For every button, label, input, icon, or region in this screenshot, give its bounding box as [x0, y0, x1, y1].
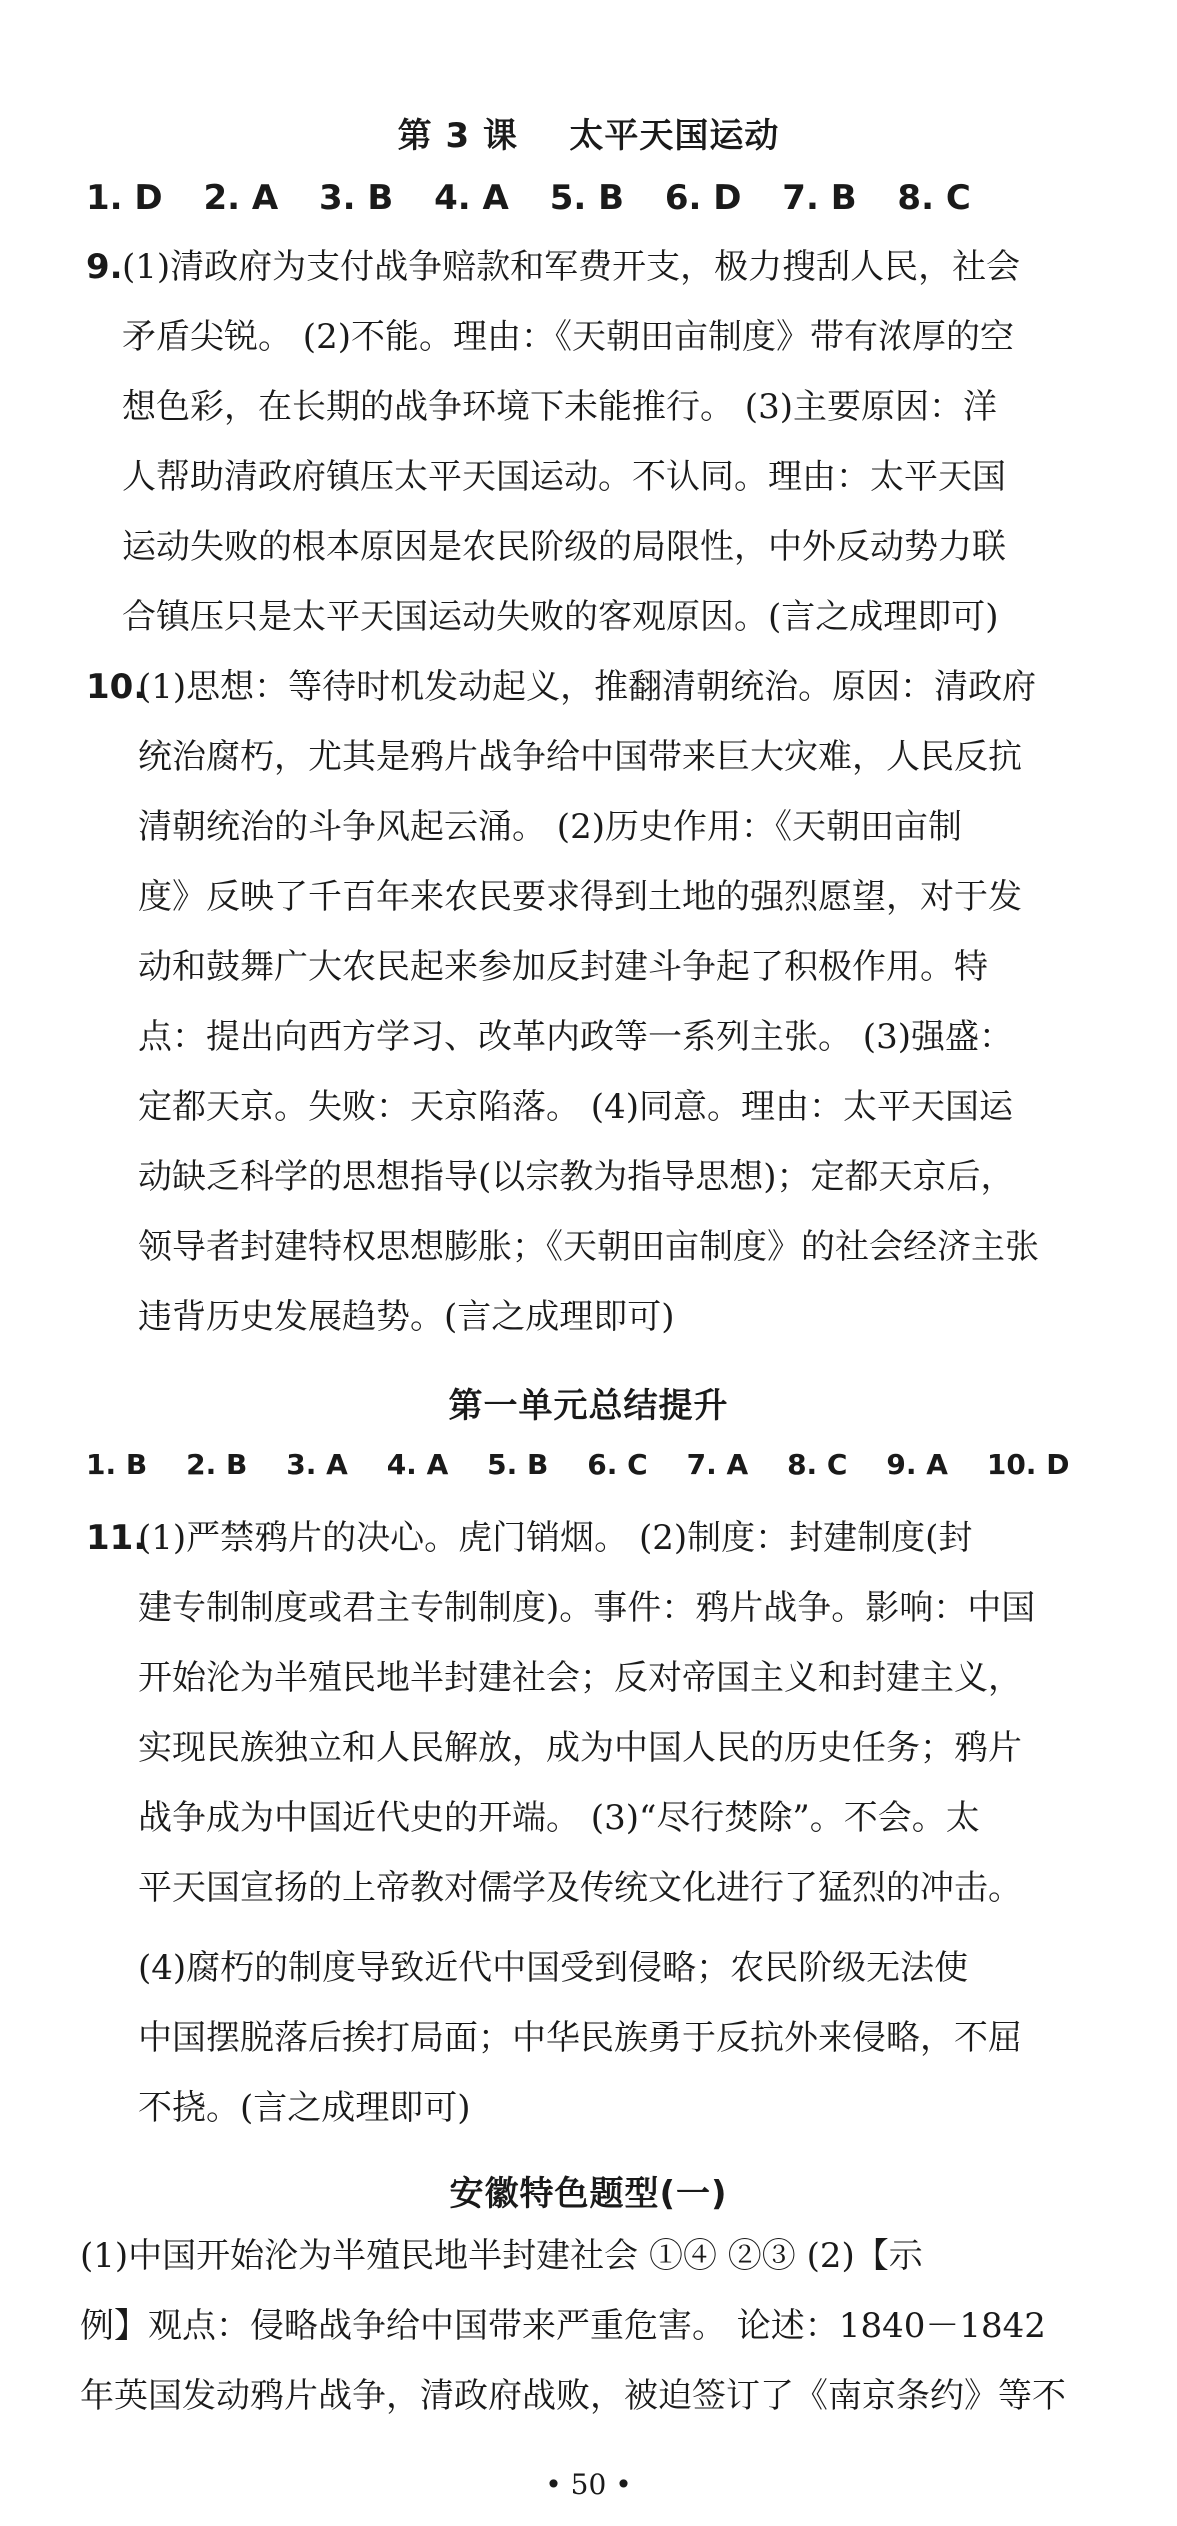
anhui-line: 年英国发动鸦片战争，清政府战败，被迫签订了《南京条约》等不 [80, 2376, 1066, 2416]
answer-item: 1. D [86, 178, 163, 218]
q9-line: 矛盾尖锐。 (2)不能。理由：《天朝田亩制度》带有浓厚的空 [122, 317, 1014, 357]
page-number: • 50 • [545, 2468, 632, 2501]
answer-row-unit1 [86, 1448, 1099, 1481]
q10-line: 点：提出向西方学习、改革内政等一系列主张。 (3)强盛： [138, 1017, 1013, 1057]
q9-line: 合镇压只是太平天国运动失败的客观原因。(言之成理即可) [122, 597, 999, 637]
q11-line: (4)腐朽的制度导致近代中国受到侵略；农民阶级无法使 [138, 1948, 969, 1988]
answer-item: 6. C [587, 1448, 648, 1481]
answer-item: 6. D [664, 178, 742, 218]
answer-item: 8. C [897, 178, 971, 218]
q11-line: 建专制制度或君主专制制度)。事件：鸦片战争。影响：中国 [138, 1588, 1036, 1628]
q10-line: (1)思想：等待时机发动起义，推翻清朝统治。原因：清政府 [138, 667, 1037, 707]
answer-item: 8. C [787, 1448, 848, 1481]
answer-item: 3. B [319, 178, 394, 218]
question-number-9: 9. [86, 247, 123, 287]
q11-line: 不挠。(言之成理即可) [138, 2088, 471, 2128]
answer-item: 9. A [886, 1448, 948, 1481]
q10-line: 定都天京。失败：天京陷落。 (4)同意。理由：太平天国运 [138, 1087, 1013, 1127]
answer-item: 4. A [434, 178, 509, 218]
answer-item: 5. B [549, 178, 625, 218]
answer-item: 2. B [186, 1448, 248, 1481]
q9-line: 运动失败的根本原因是农民阶级的局限性，中外反动势力联 [122, 527, 1006, 567]
q10-line: 违背历史发展趋势。(言之成理即可) [138, 1297, 675, 1337]
q9-line: (1)清政府为支付战争赔款和军费开支，极力搜刮人民，社会 [122, 247, 1021, 287]
q11-line: 开始沦为半殖民地半封建社会；反对帝国主义和封建主义， [138, 1658, 1022, 1698]
answer-item: 3. A [286, 1448, 348, 1481]
q11-line: 战争成为中国近代史的开端。 (3)“尽行焚除”。不会。太 [138, 1798, 980, 1838]
answer-row-lesson3 [86, 178, 1001, 218]
q9-line: 想色彩，在长期的战争环境下未能推行。 (3)主要原因：洋 [122, 387, 997, 427]
answer-item: 1. B [86, 1448, 148, 1481]
q10-line: 度》反映了千百年来农民要求得到土地的强烈愿望，对于发 [138, 877, 1022, 917]
section-title-anhui-special: 安徽特色题型(一) [449, 2174, 728, 2214]
q10-line: 清朝统治的斗争风起云涌。 (2)历史作用：《天朝田亩制 [138, 807, 962, 847]
q10-line: 动缺乏科学的思想指导(以宗教为指导思想)；定都天京后， [138, 1157, 1015, 1197]
anhui-line: (1)中国开始沦为半殖民地半封建社会 ①④ ②③ (2)【示 [80, 2236, 923, 2276]
question-number-10: 10. [86, 667, 147, 707]
answer-item: 2. A [203, 178, 279, 218]
answer-item: 4. A [386, 1448, 449, 1481]
section-title-lesson3: 第 3 课 太平天国运动 [397, 116, 780, 156]
answer-item: 5. B [487, 1448, 549, 1481]
q10-line: 统治腐朽，尤其是鸦片战争给中国带来巨大灾难，人民反抗 [138, 737, 1022, 777]
answer-item: 10. D [986, 1448, 1070, 1481]
answer-item: 7. A [686, 1448, 749, 1481]
section-title-unit1-summary: 第一单元总结提升 [448, 1386, 729, 1426]
anhui-line: 例】观点：侵略战争给中国带来严重危害。 论述：1840－1842 [80, 2306, 1046, 2346]
q11-line: 实现民族独立和人民解放，成为中国人民的历史任务；鸦片 [138, 1728, 1022, 1768]
q11-line: 中国摆脱落后挨打局面；中华民族勇于反抗外来侵略，不屈 [138, 2018, 1022, 2058]
q11-line: (1)严禁鸦片的决心。虎门销烟。 (2)制度：封建制度(封 [138, 1518, 973, 1558]
answer-item: 7. B [782, 178, 857, 218]
q9-line: 人帮助清政府镇压太平天国运动。不认同。理由：太平天国 [122, 457, 1006, 497]
question-number-11: 11. [86, 1518, 147, 1558]
q10-line: 领导者封建特权思想膨胀；《天朝田亩制度》的社会经济主张 [138, 1227, 1039, 1267]
q10-line: 动和鼓舞广大农民起来参加反封建斗争起了积极作用。特 [138, 947, 988, 987]
q11-line: 平天国宣扬的上帝教对儒学及传统文化进行了猛烈的冲击。 [138, 1868, 1022, 1908]
